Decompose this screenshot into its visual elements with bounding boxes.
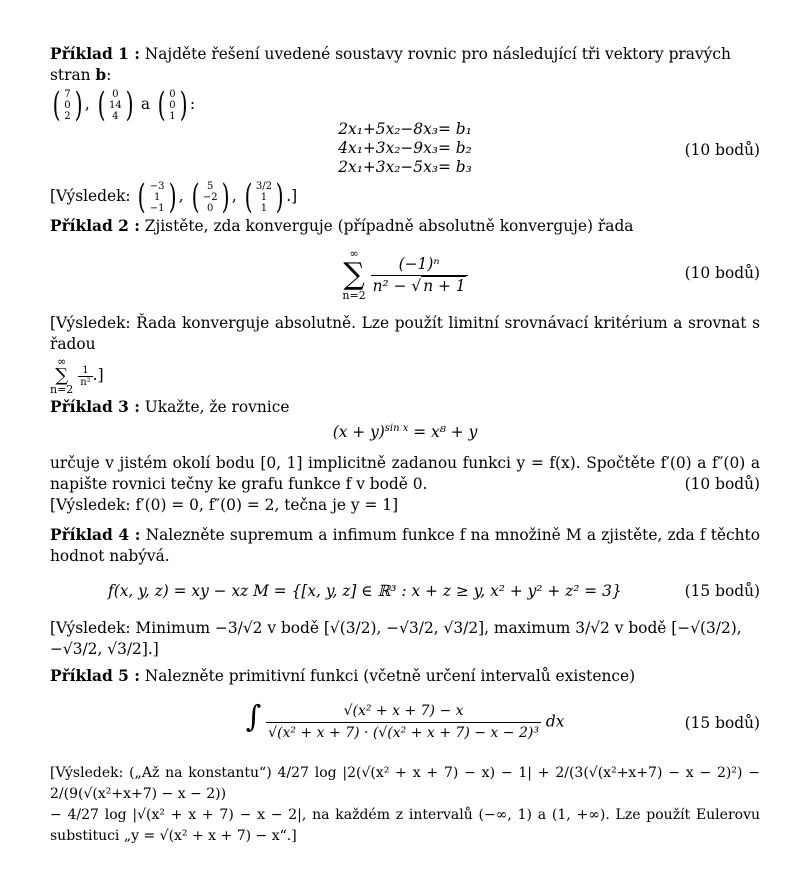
example-5-label: Příklad 5 : [50,667,140,686]
example-3-result: [Výsledek: f′(0) = 0, f″(0) = 2, tečna je y = 1] [50,496,399,515]
example-4-intro [50,525,760,567]
example-4-equation: f(x, y, z) = xy − xz M = {[x, y, z] ∈ ℝ³ : x + z ≥ y, x² + y² + z² = 3} (15 bodů) [108,582,760,601]
example-3-label: Příklad 3 : [50,398,140,416]
example-2-result: [Výsledek: Řada konverguje absolutně. Lze použít limitní srovnávací kritérium a srovnat s řadou ∞ ∑ n=2 $\frac{1}{\text{n²}}$ .] [50,314,760,396]
integrand: $\frac{\text{√(x² + x + 7) − x}}{\text{√(x² + x + 7) · (√(x² + x + 7) − x − 2)³}}$ [268,703,539,742]
vector-b: b [95,66,107,84]
integral-sign: ∫ [245,699,262,735]
example-3-points: (10 bodů) [684,475,760,494]
example-5-result: [Výsledek: („Až na konstantu“) 4/27 log |2(√(x² + x + 7) − x) − 1| + 2/(3(√(x²+x+7) − x − 2)²) − 2/(9(√(x²+x+7) − x − 2)) − 4/27 log |√(x² + x + 7) − x − 2|, na každém z intervalů (−∞, 1) a (1, +∞). Lze použít Eulerovu substituci „y = √(x² + x + 7) − x“.] [50,765,760,845]
example-3-body: určuje v jistém okolí bodu [0, 1] implicitně zadanou funkci y = f(x). Spočtěte f′(0) a f″(0) a napište rovnici tečny ke grafu funkce f v bodě 0. (10 bodů) [50,454,760,494]
example-4-result: [Výsledek: Minimum −3/√2 v bodě [√(3/2), −√3/2, √3/2], maximum 3/√2 v bodě [−√(3/2), −√3/2, √3/2].] [50,619,742,659]
integral-formula: ∫ $\frac{\text{√(x² + x + 7) − x}}{\text{√(x² + x + 7) · (√(x² + x + 7) − x − 2)³}}$ dx (15 bodů) [50,701,760,753]
vector-1: ( 7 0 2 ) [52,85,83,125]
series-formula [50,247,760,305]
vector-3: ( 0 0 1 ) [157,85,188,125]
equation-3: 2x₁+3x₂−5x₃= b₃ [338,158,472,176]
example-5-text: Nalezněte primitivní funkci (včetně určení intervalů existence) [139,667,636,686]
example-3-equation: $(x + y)^{sin x} = x^8 + y$ [332,423,478,442]
example-1-intro [50,44,760,86]
example-2-text: Zjistěte, zda konverguje (případně absolutně konverguje) řada [139,217,634,235]
example-2-intro [50,216,760,237]
example-4-points: (15 bodů) [684,582,760,601]
sum-symbol: ∞ ∑ n=2 [342,247,366,302]
vector-2: ( 0 14 4 ) [97,85,134,125]
example-1-points: (10 bodů) [684,141,760,159]
equation-1: 2x₁+5x₂−8x₃= b₁ [338,120,472,138]
example-5-intro [50,666,760,687]
colon: : [106,66,112,84]
example-1-result: [Výsledek: ( −3 1 −1 ) , ( 5 −2 0 ) , ( 3/2 1 1 ) .] [50,177,298,217]
equation-system [50,120,760,178]
example-2-label: Příklad 2 : [50,217,140,235]
example-2-points: (10 bodů) [684,264,760,282]
example-5-points: (15 bodů) [684,714,760,733]
example-1-vectors: ( 7 0 2 ) , ( 0 14 4 ) a ( 0 0 1 ) : [50,88,760,122]
example-4-text: Nalezněte supremum a infimum funkce f na množině M a zjistěte, zda f těchto hodnot nabývá. [50,526,760,566]
equation-2: 4x₁+3x₂−9x₃= b₂ [338,139,472,157]
example-3-text: Ukažte, že rovnice [139,398,290,416]
example-4-label: Příklad 4 : [50,526,141,545]
series-term: $\frac{\text{(−1)ⁿ}}{\text{n² − √ n + 1}}$ [372,254,466,295]
example-1-text: Najděte řešení uvedené soustavy rovnic pro následující tři vektory pravých stran [50,45,731,84]
example-1-label: Příklad 1 : [50,45,140,63]
example-3-intro [50,397,760,418]
exam-page [50,44,760,847]
